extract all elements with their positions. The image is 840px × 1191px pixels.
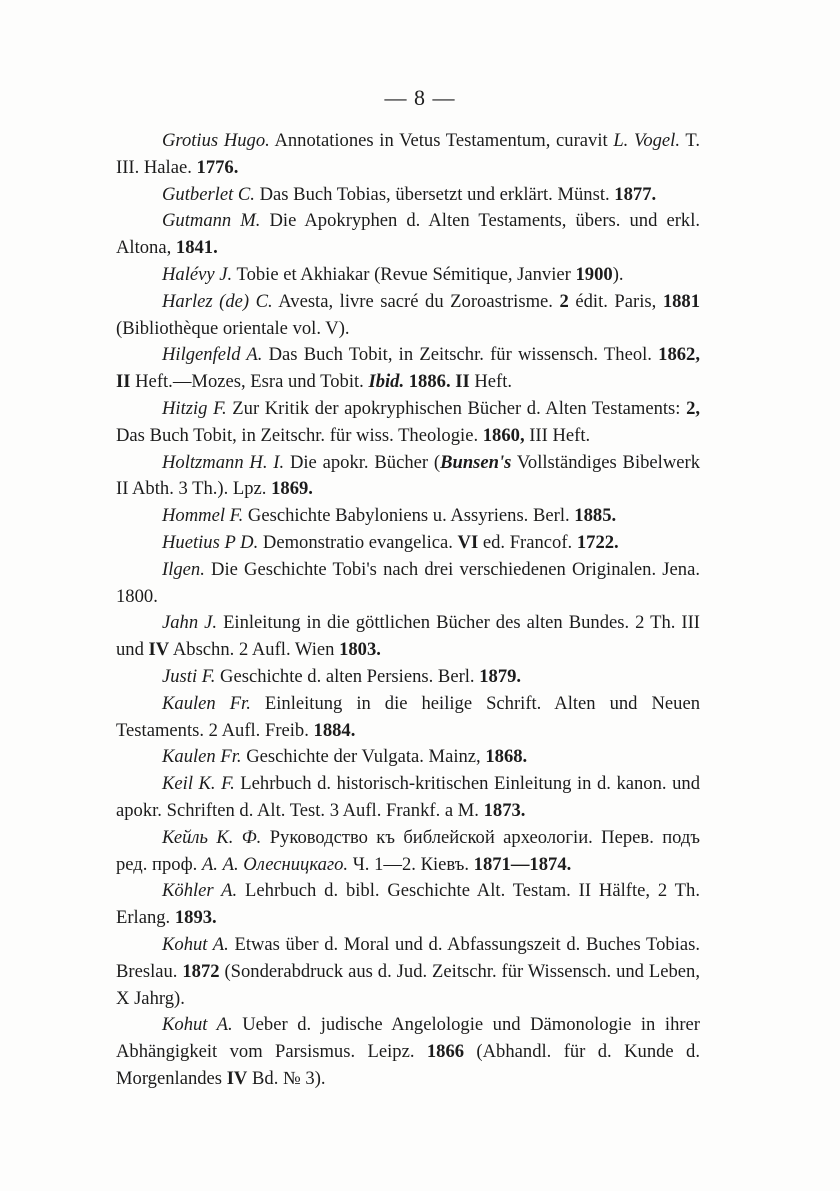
entry-author: Kaulen Fr. [162,692,251,714]
entry-editor: А. А. Олесницкаго. [201,853,349,875]
bibliography-entry [116,182,700,209]
entry-text: Tobie et Akhiakar (Revue Sémitique, Janvier [232,263,576,285]
entry-author: Gutberlet C. [162,183,255,205]
bibliography-entry [116,557,700,611]
entry-ibid: Ibid. [368,371,405,393]
entry-year: 1900 [575,263,613,285]
entry-year: 1860, [482,424,525,446]
bibliography-entry [116,503,700,530]
bibliography-entry [116,825,700,879]
entry-author: Hommel F. [162,505,244,527]
bibliography-entry [116,128,700,182]
bibliography-entry [116,530,700,557]
entry-editor: L. Vogel. [613,130,680,151]
entry-text: édit. Paris, [568,290,663,312]
entry-author: Kohut A. [162,1014,233,1036]
entry-edition: 2 [559,290,569,312]
entry-author: Kaulen Fr. [162,746,242,768]
entry-year: 1886. II [404,371,470,393]
entry-author: Hitzig F. [162,397,227,419]
bibliography-entry [116,208,700,262]
entry-text: Das Buch Tobit, in Zeitschr. für wissensch. Theol. [262,344,659,366]
entry-text: (Bibliothèque orientale vol. V). [116,317,350,339]
bibliography-entry [116,262,700,289]
entry-text: Demonstratio evangelica. [258,531,458,553]
entry-year: 1841. [175,237,218,259]
entry-year: 1893. [174,907,217,929]
entry-year: 1885. [574,505,617,527]
entry-author: Holtzmann H. I. [162,451,285,473]
entry-author: Harlez (de) C. [162,290,273,312]
entry-text: Annotationes in Vetus Testamentum, curavit [269,130,614,151]
entry-year: 1884. [313,719,356,741]
entry-year: 1871—1874. [473,853,572,875]
entry-text: Ueber d. judische Angelologie und Dämonologie in ihrer Abhängigkeit vom Parsismus. Leipz. [116,1014,700,1063]
entry-text: Heft.—Mozes, Esra und Tobit. [130,371,369,393]
bibliography-entry [116,878,700,932]
entry-text: Руководство къ библейской археологіи. Перев. подъ ред. проф. [116,826,700,875]
entry-text: Geschichte der Vulgata. Mainz, [241,746,486,768]
entry-author: Köhler A. [162,880,238,902]
entry-year: 1868. [485,746,528,768]
entry-year: 1776. [196,156,239,178]
bibliography-entry [116,610,700,664]
entry-year: 1862, II [116,344,700,393]
entry-author: Кейль К. Ф. [162,826,262,848]
entry-year: 1803. [339,639,381,661]
entry-text: Einleitung in die göttlichen Bücher des alten Bundes. 2 Th. III und [116,612,700,661]
entry-text: III Heft. [524,424,591,446]
entry-author: Huetius P D. [162,531,259,553]
entry-number: 2, [686,397,701,419]
entry-author: Grotius Hugo. [162,130,270,151]
entry-year: 1879. [479,665,522,687]
entry-text: Vollständiges Bibelwerk II Abth. 3 Th.). Lpz. [116,451,700,500]
entry-text: (Sonderabdruck aus d. Jud. Zeitschr. für Wissensch. und Leben, X Jahrg). [116,960,700,1009]
entry-text: Lehrbuch d. bibl. Geschichte Alt. Testam. II Hälfte, 2 Th. Erlang. [116,880,700,929]
entry-volume: IV [148,639,170,661]
entry-text: Einleitung in die heilige Schrift. Alten und Neuen Testaments. 2 Aufl. Freib. [116,692,700,741]
entry-text: Geschichte d. alten Persiens. Berl. [215,665,480,687]
bibliography-entry [116,771,700,825]
bibliography-entry [116,664,700,691]
entry-text: Die apokr. Bücher ( [284,451,441,473]
entry-text: (Abhandl. für d. Kunde d. Morgenlandes [116,1041,700,1089]
entry-author: Kohut A. [162,933,229,955]
bibliography-entry [116,450,700,504]
entry-text: Die Apokryphen d. Alten Testaments, übers. und erkl. Altona, [116,210,701,259]
entry-text: Bd. № 3). [247,1067,326,1089]
entry-text: ed. Francof. [478,531,577,553]
bibliography-entry [116,1012,700,1092]
entry-year: 1872 [182,960,220,982]
entry-year: 1877. [614,183,657,205]
entry-text: Lehrbuch d. historisch-kritischen Einleitung in d. kanon. und apokr. Schriften d. Alt. Test. 3 Aufl. Frankf. a M. [116,773,700,821]
bibliography-entry [116,289,700,343]
entry-text: T. III. Halae. [116,130,700,178]
entry-text: Zur Kritik der apokryphischen Bücher d. Alten Testaments: [226,397,687,419]
bibliography-entry [116,932,700,1012]
entry-year: 1869. [271,478,313,500]
entry-author: Jahn J. [162,612,218,634]
entry-author: Keil K. F. [162,773,235,795]
entry-author: Justi F. [162,665,216,687]
entry-year: 1873. [483,799,526,821]
entry-text: Avesta, livre sacré du Zoroastrisme. [272,290,560,312]
bibliography-list [116,128,700,1093]
entry-text: Ч. 1—2. Кіевъ. [348,853,474,875]
entry-text: Etwas über d. Moral und d. Abfassungszeit d. Buches Tobias. Breslau. [116,933,700,982]
entry-text: Heft. [469,371,513,393]
entry-year: 1881 [662,290,701,312]
entry-author: Gutmann M. [162,210,261,232]
entry-volume: IV [226,1067,248,1089]
bibliography-entry [116,744,700,771]
entry-year: 1722. [576,531,619,553]
entry-text: Abschn. 2 Aufl. Wien [169,639,340,661]
entry-author: Hilgenfeld A. [162,344,263,366]
entry-volume: VI [457,531,479,553]
entry-year: 1866 [426,1041,465,1063]
entry-text: ). [612,263,624,285]
entry-text: Die Geschichte Tobi's nach drei verschiedenen Originalen. Jena. 1800. [116,558,700,607]
entry-text: Geschichte Babyloniens u. Assyriens. Berl. [243,505,575,527]
entry-author: Halévy J. [162,263,233,285]
entry-text: Das Buch Tobias, übersetzt und erklärt. Münst. [254,183,615,205]
bibliography-entry [116,691,700,745]
entry-text: Das Buch Tobit, in Zeitschr. für wiss. Theologie. [116,424,483,446]
entry-reference: Bunsen's [440,451,512,473]
bibliography-entry [116,342,700,396]
entry-author: Ilgen. [162,558,205,580]
bibliography-entry [116,396,700,450]
page-number: — 8 — [384,85,456,110]
